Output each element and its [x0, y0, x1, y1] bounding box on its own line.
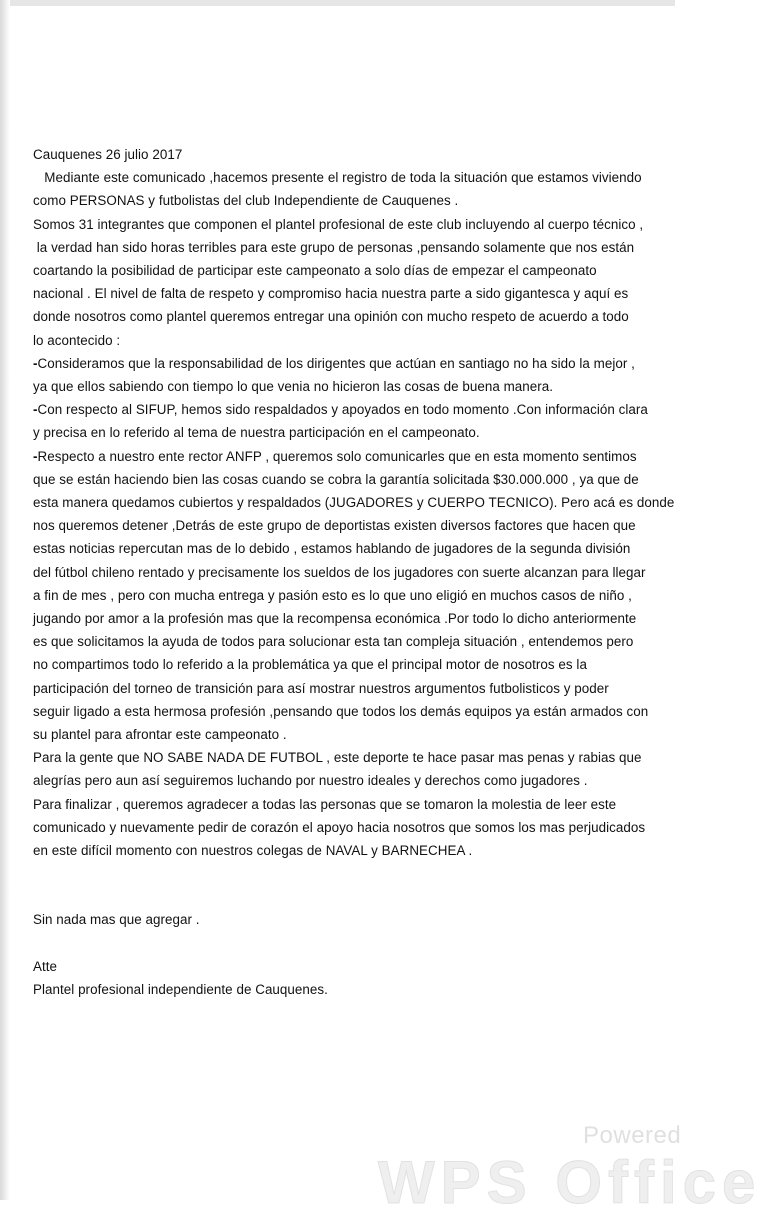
bullet-item [33, 398, 669, 421]
watermark-logo-text: WPS Office [378, 1149, 761, 1216]
date-line: Cauquenes 26 julio 2017 [33, 147, 183, 162]
spacer [33, 932, 669, 955]
paragraph-line: jugando por amor a la profesión mas que la recompensa económica .Por todo lo dicho anteriormente [33, 611, 637, 627]
bullet-mark: - [33, 402, 38, 418]
paragraph-line: ya que ellos sabiendo con tiempo lo que venia no hicieron las cosas de buena manera. [33, 379, 554, 395]
paragraph-line: nacional . El nivel de falta de respeto y compromiso hacia nuestra parte a sido gigantesca y aquí es [33, 286, 629, 302]
left-shadow [0, 0, 10, 1200]
paragraph-line: en este difícil momento con nuestros colegas de NAVAL y BARNECHEA . [33, 843, 473, 859]
sign-off: Sin nada mas que agregar . [33, 912, 200, 928]
paragraph-line: Mediante este comunicado ,hacemos presente el registro de toda la situación que estamos viviendo [33, 170, 642, 186]
paragraph-line: es que solicitamos la ayuda de todos para solucionar esta tan compleja situación , entendemos pero [33, 634, 634, 650]
wps-watermark [378, 1118, 761, 1216]
bullet-text: Respecto a nuestro ente rector ANFP , queremos solo comunicarles que en esta momento sentimos [37, 448, 637, 464]
paragraph-line: a fin de mes , pero con mucha entrega y pasión esto es lo que uno eligió en muchos casos de niño , [33, 587, 632, 603]
paragraph-line: coartando la posibilidad de participar este campeonato a solo días de empezar el campeonato [33, 263, 597, 279]
bullet-text: Con respecto al SIFUP, hemos sido respaldados y apoyados en todo momento .Con información clara [37, 402, 648, 418]
paragraph-line: del fútbol chileno rentado y precisamente los sueldos de los jugadores con suerte alcanzan para llegar [33, 564, 646, 580]
bullet-item [33, 445, 669, 468]
paragraph-line: estas noticias repercutan mas de lo debido , estamos hablando de jugadores de la segunda división [33, 541, 631, 557]
paragraph-line: Somos 31 integrantes que componen el plantel profesional de este club incluyendo al cuerpo técnico , [33, 216, 644, 232]
paragraph-line: lo acontecido : [33, 332, 121, 348]
paragraph-line: alegrías pero aun así seguiremos luchando por nuestro ideales y derechos como jugadores . [33, 773, 588, 789]
spacer [33, 862, 669, 908]
paragraph-line: su plantel para afrontar este campeonato . [33, 727, 287, 743]
document-body [33, 143, 675, 1001]
paragraph-line: nos queremos detener ,Detrás de este grupo de deportistas existen diversos factores que hacen que [33, 518, 636, 534]
paragraph-line: comunicado y nuevamente pedir de corazón el apoyo hacia nosotros que somos los mas perjudicados [33, 819, 646, 835]
paragraph-line: participación del torneo de transición para así mostrar nuestros argumentos futbolisticos y poder [33, 680, 609, 696]
paragraph-line: donde nosotros como plantel queremos entregar una opinión con mucho respeto de acuerdo a todo [33, 309, 629, 325]
top-bar [0, 0, 675, 6]
paragraph-line: Para la gente que NO SABE NADA DE FUTBOL , este deporte te hace pasar mas penas y rabias que [33, 750, 642, 766]
paragraph-line: que se están haciendo bien las cosas cuando se cobra la garantía solicitada $30.000.000 , ya que de [33, 471, 639, 487]
paragraph-line: y precisa en lo referido al tema de nuestra participación en el campeonato. [33, 425, 480, 441]
bullet-text: Consideramos que la responsabilidad de los dirigentes que actúan en santiago no ha sido la mejor , [37, 355, 635, 371]
paragraph-line: la verdad han sido horas terribles para este grupo de personas ,pensando solamente que nos están [33, 239, 635, 255]
watermark-powered-text: Powered [583, 1122, 682, 1149]
paragraph-line: Para finalizar , queremos agradecer a todas las personas que se tomaron la molestia de leer este [33, 796, 617, 812]
atte: Atte [33, 958, 58, 974]
bullet-mark: - [33, 448, 38, 464]
bullet-item [33, 352, 669, 375]
paragraph-line: seguir ligado a esta hermosa profesión ,pensando que todos los demás equipos ya están armados con [33, 703, 649, 719]
paragraph-line: no compartimos todo lo referido a la problemática ya que el principal motor de nosotros es la [33, 657, 587, 673]
paragraph-line: como PERSONAS y futbolistas del club Independiente de Cauquenes . [33, 193, 459, 209]
paragraph-line: esta manera quedamos cubiertos y respaldados (JUGADORES y CUERPO TECNICO). Pero acá es donde [33, 495, 675, 511]
signature: Plantel profesional independiente de Cauquenes. [33, 981, 328, 997]
bullet-mark: - [33, 355, 38, 371]
